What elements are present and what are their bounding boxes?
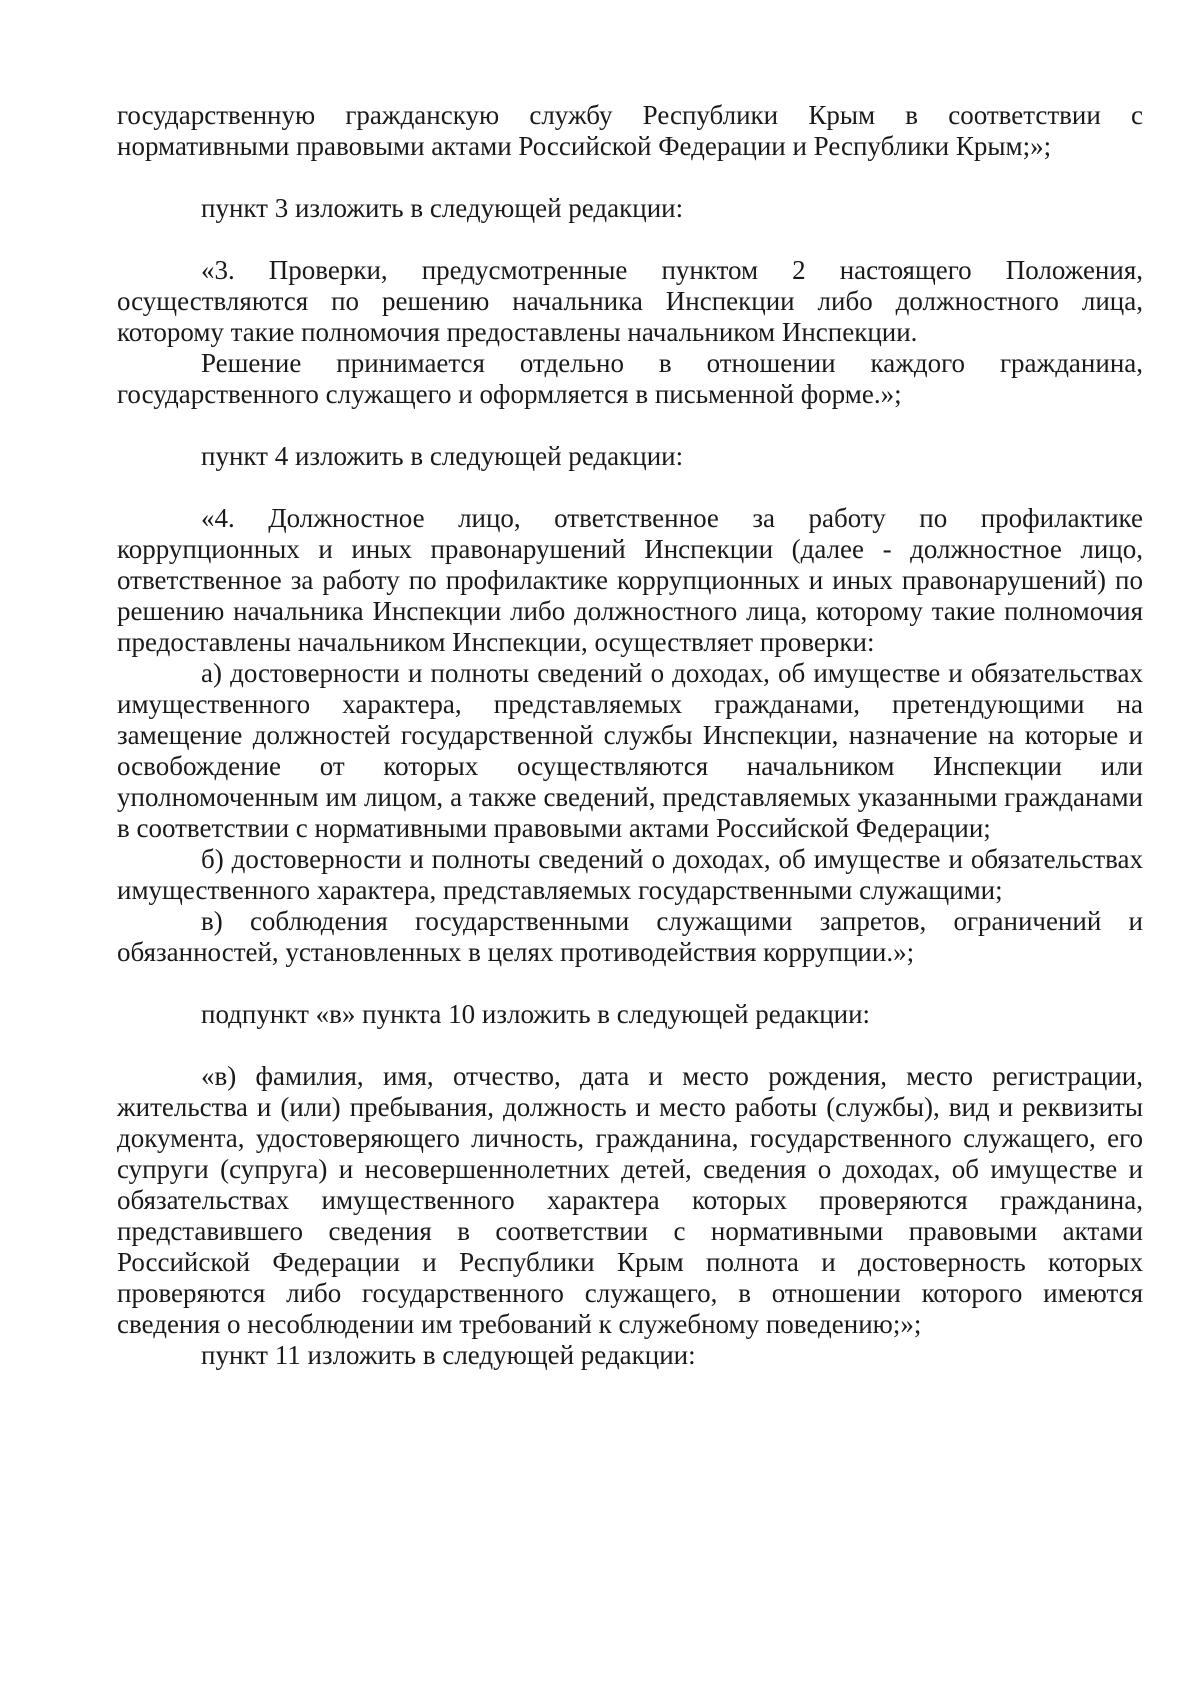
paragraph-2: пункт 3 изложить в следующей редакции: [201,193,684,223]
paragraph-3: «3. Проверки, предусмотренные пунктом 2 настоящего Положения, осуществляются по решению начальника Инспекции либо должностного лица, которому такие полномочия предоставлены начальником Инспекции. [117,255,1143,347]
paragraph-12: пункт 11 изложить в следующей редакции: [201,1340,696,1370]
paragraph-gap [117,224,1143,255]
paragraph-10: подпункт «в» пункта 10 изложить в следующей редакции: [201,999,871,1029]
paragraph-7: а) достоверности и полноты сведений о доходах, об имуществе и обязательствах имущественного характера, представляемых гражданами, претендующими на замещение должностей государственной службы Инспекции, назначение на которые и освобождение от которых осуществляются начальником Инспекции или уполномоченным им лицом, а также сведений, представляемых указанными гражданами в соответствии с нормативными правовыми актами Российской Федерации; [117,658,1143,843]
paragraph-gap [117,1030,1143,1061]
paragraph-gap [117,410,1143,441]
paragraph-6: «4. Должностное лицо, ответственное за работу по профилактике коррупционных и иных правонарушений Инспекции (далее - должностное лицо, ответственное за работу по профилактике коррупционных и иных правонарушений) по решению начальника Инспекции либо должностного лица, которому такие полномочия предоставлены начальником Инспекции, осуществляет проверки: [117,503,1143,657]
paragraph-gap [117,162,1143,193]
paragraph-5: пункт 4 изложить в следующей редакции: [201,441,684,471]
paragraph-1: государственную гражданскую службу Республики Крым в соответствии с нормативными правовыми актами Российской Федерации и Республики Крым;»; [117,100,1143,161]
paragraph-8: б) достоверности и полноты сведений о доходах, об имуществе и обязательствах имущественного характера, представляемых государственными служащими; [117,844,1143,905]
paragraph-gap [117,968,1143,999]
document-body [117,100,1143,1371]
paragraph-9: в) соблюдения государственными служащими запретов, ограничений и обязанностей, установленных в целях противодействия коррупции.»; [117,906,1143,967]
paragraph-4: Решение принимается отдельно в отношении каждого гражданина, государственного служащего и оформляется в письменной форме.»; [117,348,1143,409]
paragraph-gap [117,472,1143,503]
paragraph-11: «в) фамилия, имя, отчество, дата и место рождения, место регистрации, жительства и (или) пребывания, должность и место работы (службы), вид и реквизиты документа, удостоверяющего личность, гражданина, государственного служащего, его супруги (супруга) и несовершеннолетних детей, сведения о доходах, об имуществе и обязательствах имущественного характера которых проверяются гражданина, представившего сведения в соответствии с нормативными правовыми актами Российской Федерации и Республики Крым полнота и достоверность которых проверяются либо государственного служащего, в отношении которого имеются сведения о несоблюдении им требований к служебному поведению;»; [117,1061,1143,1339]
